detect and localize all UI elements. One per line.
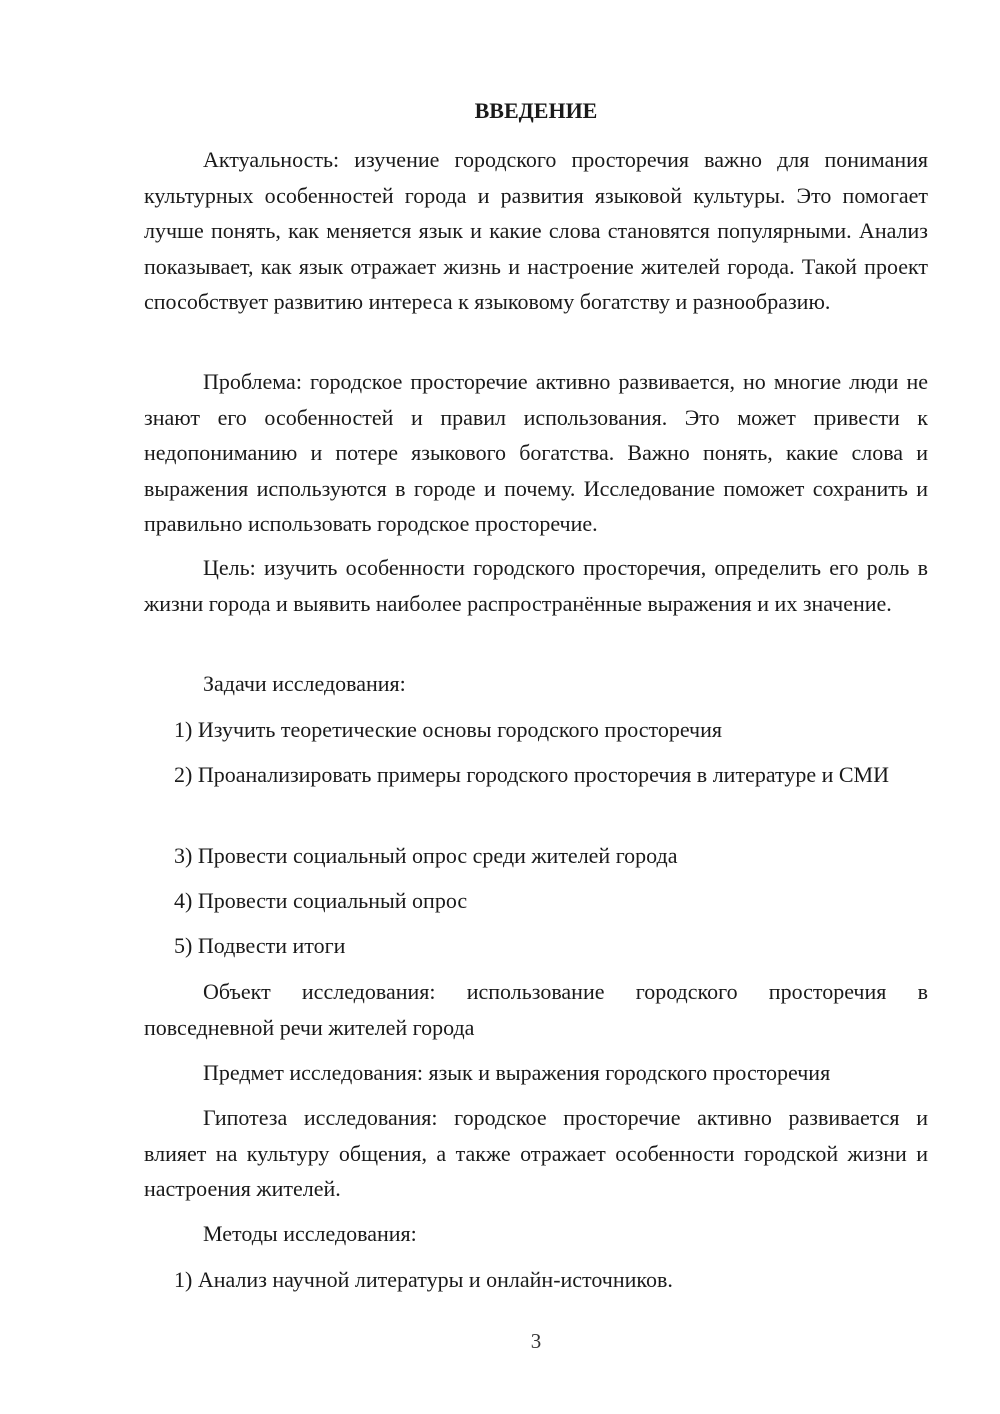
paragraph-object: Объект исследования: использование городского просторечия в повседневной речи жителей города <box>144 979 928 1040</box>
task-item: 1) Изучить теоретические основы городского просторечия <box>174 717 723 742</box>
section-title: ВВЕДЕНИЕ <box>474 98 598 123</box>
task-item: 4) Провести социальный опрос <box>174 888 468 913</box>
task-item: 5) Подвести итоги <box>174 933 346 958</box>
paragraph-goal: Цель: изучить особенности городского просторечия, определить его роль в жизни города и выявить наиболее распространённые выражения и их значение. <box>144 555 928 616</box>
paragraph-relevance: Актуальность: изучение городского просторечия важно для понимания культурных особенностей города и развития языковой культуры. Это помогает лучше понять, как меняется язык и какие слова становятся популярными. Анализ показывает, как язык отражает жизнь и настроение жителей города. Такой проект способствует развитию интереса к языковому богатству и разнообразию. <box>144 147 928 314</box>
paragraph-problem: Проблема: городское просторечие активно развивается, но многие люди не знают его особенностей и правил использования. Это может привести к недопониманию и потере языкового богатства. Важно понять, какие слова и выражения используются в городе и почему. Исследование поможет сохранить и правильно использовать городское просторечие. <box>144 369 928 536</box>
method-item: 1) Анализ научной литературы и онлайн-источников. <box>174 1267 673 1292</box>
tasks-heading: Задачи исследования: <box>203 671 406 696</box>
page-number: 3 <box>530 1329 542 1353</box>
methods-heading: Методы исследования: <box>203 1221 417 1246</box>
task-item: 2) Проанализировать примеры городского просторечия в литературе и СМИ <box>174 762 890 787</box>
paragraph-subject: Предмет исследования: язык и выражения городского просторечия <box>203 1060 831 1085</box>
task-item: 3) Провести социальный опрос среди жителей города <box>174 843 678 868</box>
paragraph-hypothesis: Гипотеза исследования: городское просторечие активно развивается и влияет на культуру общения, а также отражает особенности городской жизни и настроения жителей. <box>144 1105 928 1201</box>
